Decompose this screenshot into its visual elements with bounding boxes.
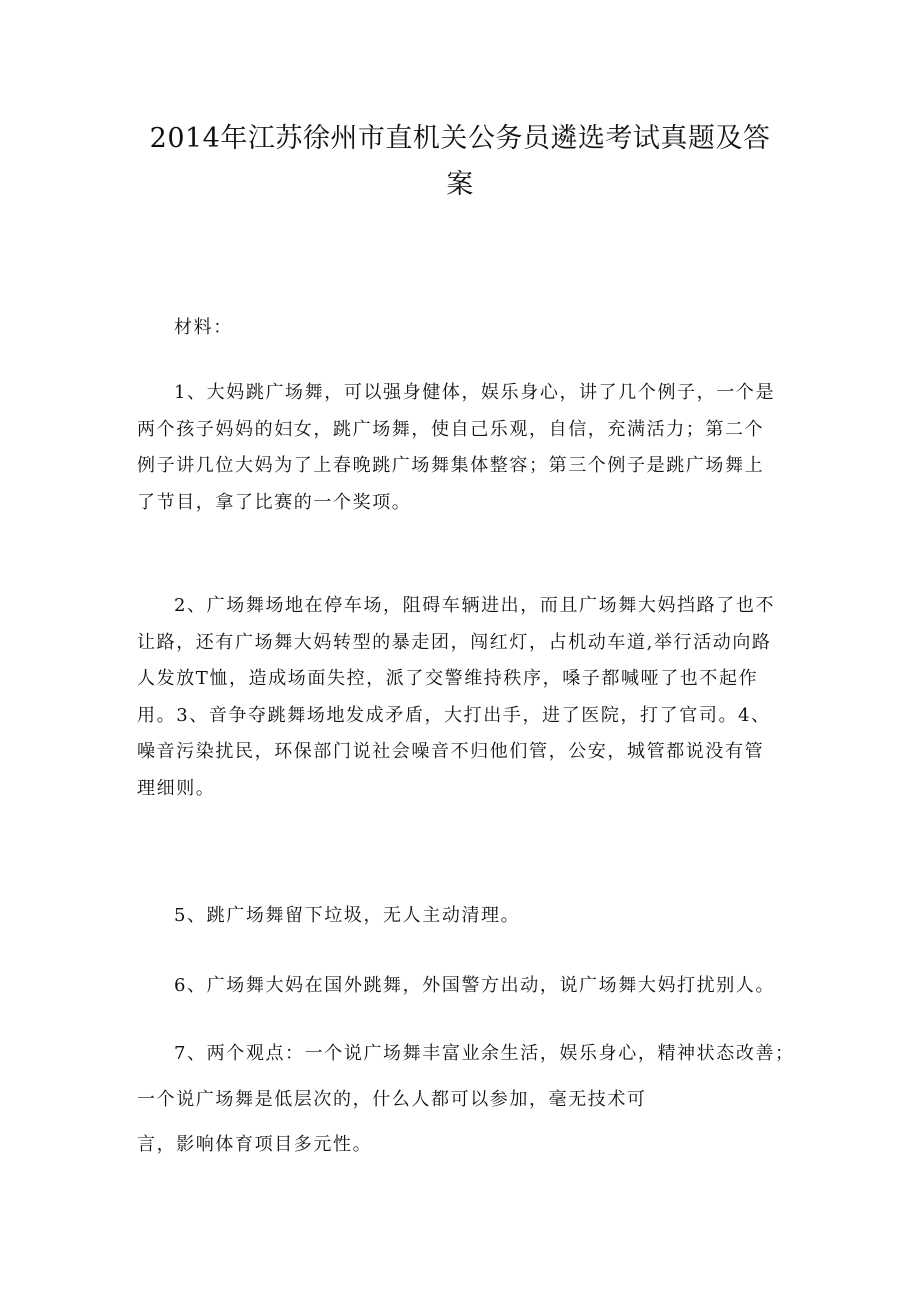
paragraph-2-line: 让路，还有广场舞大妈转型的暴走团，闯红灯，占机动车道,举行活动向路 xyxy=(137,631,772,653)
paragraph-7-line: 一个说广场舞是低层次的，什么人都可以参加，毫无技术可 xyxy=(137,1088,647,1110)
paragraph-2-line: 人发放T恤，造成场面失控，派了交警维持秩序，嗓子都喊哑了也不起作 xyxy=(137,668,759,689)
paragraph-7-line: 7、两个观点：一个说广场舞丰富业余生活，娱乐身心，精神状态改善； xyxy=(174,1043,795,1064)
paragraph-1-line: 1、大妈跳广场舞，可以强身健体，娱乐身心，讲了几个例子，一个是 xyxy=(174,382,776,403)
paragraph-2 xyxy=(137,588,797,807)
paragraph-1-line: 了节目，拿了比赛的一个奖项。 xyxy=(137,491,412,513)
paragraph-7-line: 言，影响体育项目多元性。 xyxy=(137,1134,373,1155)
paragraph-1-line: 两个孩子妈妈的妇女，跳广场舞，使自己乐观，自信，充满活力；第二个 xyxy=(137,418,765,440)
paragraph-5 xyxy=(137,898,797,935)
paragraph-2-line: 噪音污染扰民，环保部门说社会噪音不归他们管，公安，城管都说没有管 xyxy=(137,741,765,762)
paragraph-7 xyxy=(137,1036,797,1164)
paragraph-1 xyxy=(137,375,797,521)
paragraph-1-line: 例子讲几位大妈为了上春晚跳广场舞集体整容；第三个例子是跳广场舞上 xyxy=(137,455,765,476)
title-line-1: 2014年江苏徐州市直机关公务员遴选考试真题及答 xyxy=(149,123,771,154)
paragraph-5-text: 5、跳广场舞留下垃圾，无人主动清理。 xyxy=(174,905,521,926)
paragraph-2-line: 2、广场舞场地在停车场，阻碍车辆进出，而且广场舞大妈挡路了也不 xyxy=(174,595,776,616)
paragraph-2-line: 用。3、音争夺跳舞场地发成矛盾，大打出手，进了医院，打了官司。4、 xyxy=(137,704,771,726)
paragraph-6 xyxy=(137,968,797,1005)
document-title xyxy=(130,116,790,208)
material-label xyxy=(137,310,797,347)
title-line-2: 案 xyxy=(446,169,474,200)
material-label-text: 材料： xyxy=(174,317,233,338)
paragraph-6-text: 6、广场舞大妈在国外跳舞，外国警方出动，说广场舞大妈打扰别人。 xyxy=(174,975,776,996)
paragraph-2-line: 理细则。 xyxy=(137,777,216,799)
